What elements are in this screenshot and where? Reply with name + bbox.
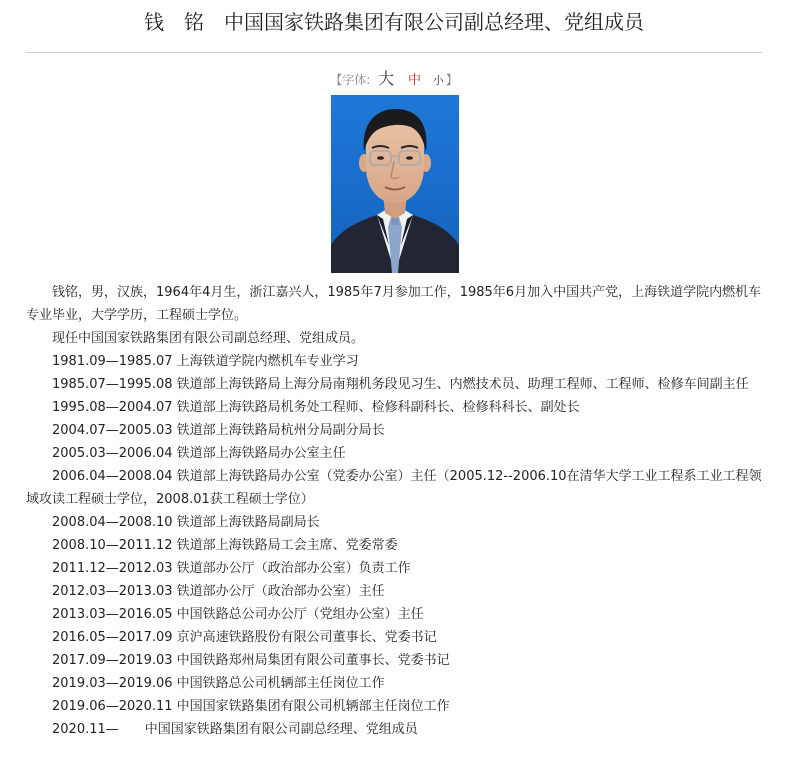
- font-size-close-bracket: 】: [445, 73, 458, 87]
- font-size-small-button[interactable]: 小: [432, 74, 444, 87]
- timeline-entry: [26, 695, 768, 718]
- timeline-period: 2005.03—2006.04: [52, 446, 173, 461]
- timeline-entry: [26, 350, 768, 373]
- timeline-entry: [26, 603, 768, 626]
- timeline-description: 上海铁道学院内燃机车专业学习: [172, 354, 359, 369]
- bio-current-position: 现任中国国家铁路集团有限公司副总经理、党组成员。: [52, 331, 365, 346]
- timeline-description: 铁道部上海铁路局杭州分局副分局长: [172, 423, 385, 438]
- timeline-period: 2019.06—2020.11: [52, 699, 173, 714]
- timeline-period: 2008.04—2008.10: [52, 515, 173, 530]
- career-timeline: [26, 350, 768, 741]
- timeline-entry: [26, 672, 768, 695]
- timeline-entry: [26, 465, 768, 511]
- font-size-control: [0, 66, 788, 89]
- timeline-period: 2016.05—2017.09: [52, 630, 173, 645]
- timeline-description: 铁道部上海铁路局副局长: [172, 515, 320, 530]
- timeline-entry: [26, 580, 768, 603]
- timeline-period: 2004.07—2005.03: [52, 423, 173, 438]
- timeline-entry: [26, 511, 768, 534]
- timeline-description: 铁道部办公厅（政治部办公室）负责工作: [172, 561, 411, 576]
- timeline-description: 中国国家铁路集团有限公司副总经理、党组成员: [144, 722, 418, 737]
- timeline-period: 2012.03—2013.03: [52, 584, 173, 599]
- timeline-period: 2008.10—2011.12: [52, 538, 173, 553]
- timeline-description: 铁道部上海铁路局上海分局南翔机务段见习生、内燃技术员、助理工程师、工程师、检修车间副主任: [172, 377, 749, 392]
- timeline-period: 2020.11—: [52, 722, 119, 737]
- timeline-description: 铁道部上海铁路局办公室（党委办公室）主任（2005.12--2006.10在清华大学工业工程系工业工程领域攻读工程硕士学位，2008.01获工程硕士学位）: [26, 469, 762, 507]
- timeline-entry: [26, 718, 768, 741]
- timeline-description: 中国铁路总公司机辆部主任岗位工作: [172, 676, 385, 691]
- timeline-entry: [26, 557, 768, 580]
- timeline-description: 中国铁路总公司办公厅（党组办公室）主任: [172, 607, 424, 622]
- timeline-period: 2019.03—2019.06: [52, 676, 173, 691]
- font-size-label: 字体:: [342, 73, 371, 87]
- timeline-period: 1995.08—2004.07: [52, 400, 173, 415]
- timeline-entry: [26, 534, 768, 557]
- timeline-description: 中国国家铁路集团有限公司机辆部主任岗位工作: [172, 699, 450, 714]
- timeline-entry: [26, 442, 768, 465]
- timeline-entry: [26, 626, 768, 649]
- timeline-period: 2013.03—2016.05: [52, 607, 173, 622]
- timeline-description: 铁道部上海铁路局办公室主任: [172, 446, 346, 461]
- timeline-description: 铁道部上海铁路局工会主席、党委常委: [172, 538, 398, 553]
- page-title: 钱 铭 中国国家铁路集团有限公司副总经理、党组成员: [144, 10, 644, 34]
- timeline-description: 铁道部上海铁路局机务处工程师、检修科副科长、检修科科长、副处长: [172, 400, 580, 415]
- font-size-open-bracket: 【: [330, 73, 343, 87]
- timeline-entry: [26, 396, 768, 419]
- bio-intro: 钱铭，男，汉族，1964年4月生，浙江嘉兴人，1985年7月参加工作，1985年6月加入中国共产党，上海铁道学院内燃机车专业毕业，大学学历，工程硕士学位。: [26, 285, 762, 323]
- timeline-period: 2006.04—2008.04: [52, 469, 173, 484]
- timeline-description: 京沪高速铁路股份有限公司董事长、党委书记: [172, 630, 437, 645]
- timeline-period: 2017.09—2019.03: [52, 653, 173, 668]
- timeline-period: 2011.12—2012.03: [52, 561, 173, 576]
- timeline-period: 1985.07—1995.08: [52, 377, 173, 392]
- biography: [26, 281, 768, 741]
- timeline-entry: [26, 649, 768, 672]
- timeline-period: 1981.09—1985.07: [52, 354, 173, 369]
- title-divider: [26, 52, 762, 53]
- timeline-description: 中国铁路郑州局集团有限公司董事长、党委书记: [172, 653, 450, 668]
- font-size-medium-button[interactable]: 中: [407, 73, 421, 88]
- timeline-entry: [26, 373, 768, 396]
- font-size-large-button[interactable]: 大: [378, 69, 395, 88]
- portrait-photo: [331, 95, 459, 273]
- timeline-description: 铁道部办公厅（政治部办公室）主任: [172, 584, 385, 599]
- timeline-entry: [26, 419, 768, 442]
